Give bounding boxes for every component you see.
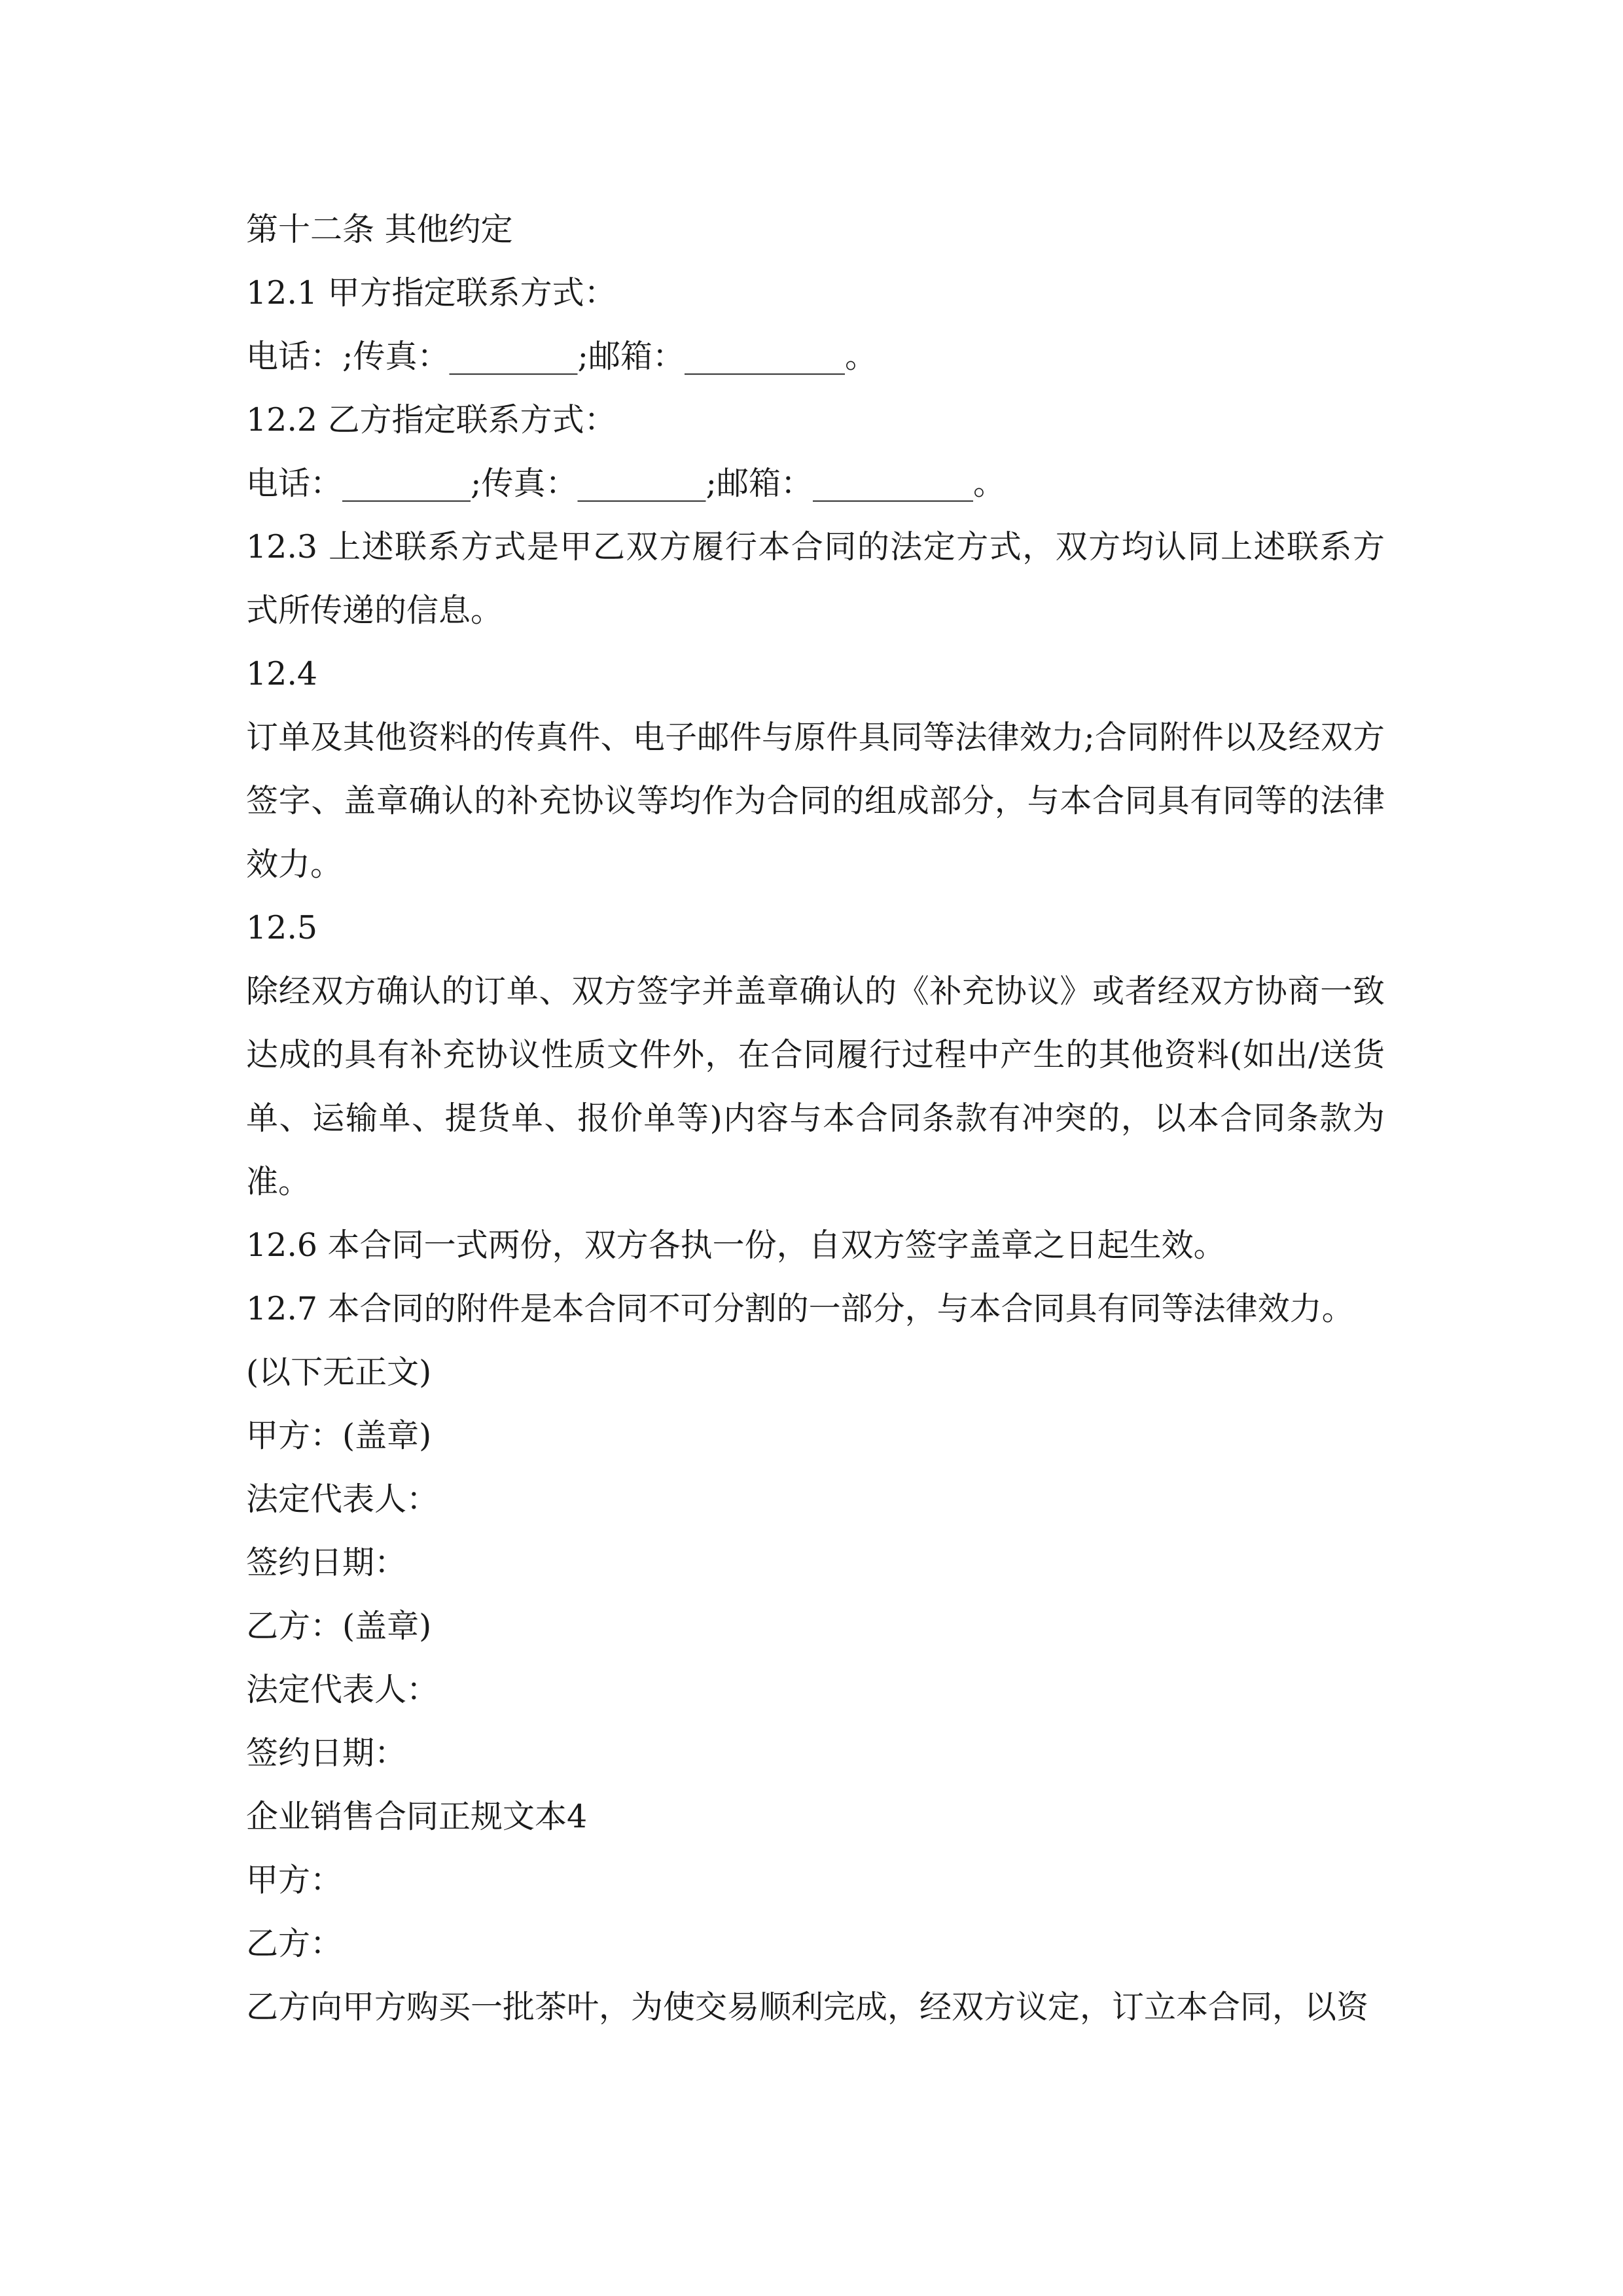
clause-12-5-text: 除经双方确认的订单、双方签字并盖章确认的《补充协议》或者经双方协商一致达成的具有补充协议性质文件外，在合同履行过程中产生的其他资料(如出/送货单、运输单、提货单、报价单等)内容与本合同条款有冲突的，以本合同条款为准。 bbox=[246, 973, 1385, 1200]
party-b-sign-date: 签约日期： bbox=[246, 1734, 407, 1772]
party-a-contact-line: 电话：;传真：________;邮箱：__________。 bbox=[246, 338, 878, 375]
clause-12-7: 12.7 本合同的附件是本合同不可分割的一部分，与本合同具有同等法律效力。 bbox=[246, 1290, 1354, 1327]
party-b-seal: 乙方：(盖章) bbox=[246, 1607, 432, 1645]
contract-title-4: 企业销售合同正规文本4 bbox=[246, 1798, 588, 1835]
clause-12-2: 12.2 乙方指定联系方式： bbox=[246, 401, 616, 439]
party-a-seal: 甲方：(盖章) bbox=[246, 1417, 432, 1454]
party-a-label: 甲方： bbox=[246, 1861, 343, 1899]
party-a-sign-date: 签约日期： bbox=[246, 1544, 407, 1581]
end-of-text-note: (以下无正文) bbox=[246, 1354, 432, 1391]
party-b-contact-line: 电话：________;传真：________;邮箱：__________。 bbox=[246, 465, 1006, 502]
contract-preamble: 乙方向甲方购买一批茶叶，为使交易顺利完成，经双方议定，订立本合同，以资 bbox=[246, 1988, 1369, 2026]
clause-12-5-label: 12.5 bbox=[246, 909, 318, 946]
document-body bbox=[246, 198, 1385, 2039]
party-b-legal-rep: 法定代表人： bbox=[246, 1671, 439, 1708]
clause-12-4-text: 订单及其他资料的传真件、电子邮件与原件具同等法律效力;合同附件以及经双方签字、盖章确认的补充协议等均作为合同的组成部分，与本合同具有同等的法律效力。 bbox=[246, 719, 1385, 883]
clause-12-1: 12.1 甲方指定联系方式： bbox=[246, 274, 616, 312]
clause-12-4-label: 12.4 bbox=[246, 655, 318, 692]
party-b-label: 乙方： bbox=[246, 1925, 343, 1962]
clause-12-6: 12.6 本合同一式两份，双方各执一份，自双方签字盖章之日起生效。 bbox=[246, 1227, 1226, 1264]
article-heading: 第十二条 其他约定 bbox=[246, 211, 513, 248]
party-a-legal-rep: 法定代表人： bbox=[246, 1480, 439, 1518]
clause-12-3: 12.3 上述联系方式是甲乙双方履行本合同的法定方式，双方均认同上述联系方式所传递的信息。 bbox=[246, 528, 1385, 629]
